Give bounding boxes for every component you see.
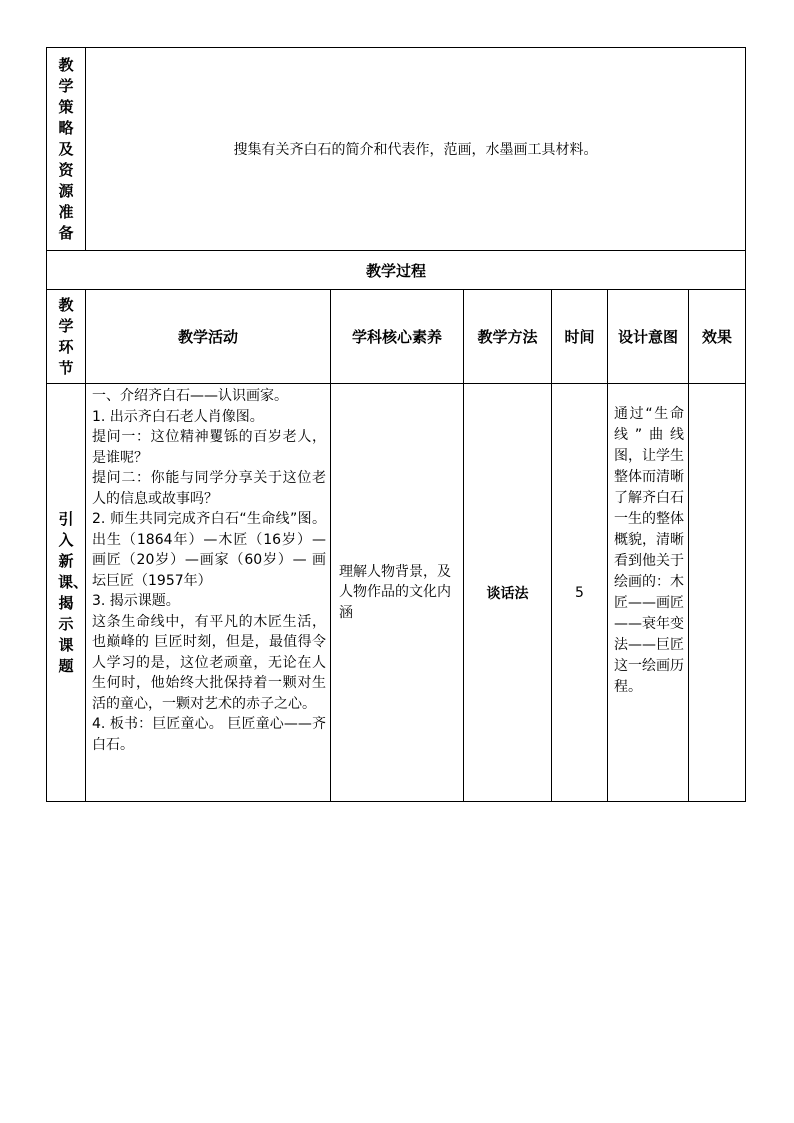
- strategy-content-cell: [86, 48, 746, 251]
- activity-cell: [86, 384, 331, 802]
- header-time: 时间: [552, 290, 608, 384]
- process-title-row: [47, 251, 746, 290]
- process-title: 教学过程: [47, 251, 746, 290]
- stage-cell: [47, 384, 89, 802]
- header-intent: 设计意图: [608, 290, 689, 384]
- time-cell: 5: [552, 384, 608, 802]
- activity-line: 提问一：这位精神矍铄的百岁老人，是谁呢？: [92, 429, 326, 466]
- header-row: [47, 290, 746, 384]
- table-row: [47, 384, 746, 802]
- header-stage: 教学环节: [58, 295, 74, 377]
- strategy-row: [47, 48, 746, 251]
- activity-line: 1. 出示齐白石老人肖像图。: [92, 408, 264, 425]
- activity-line: 一、介绍齐白石——认识画家。: [92, 388, 288, 404]
- strategy-label-cell: [47, 48, 86, 251]
- activity-line: 这条生命线中，有平凡的木匠生活，也巅峰的 巨匠时刻，但是，最值得令人学习的是，这位老顽童，无论在人生何时，他始终大批保持着一颗对生活的童心，一颗对艺术的赤子之心。: [92, 613, 326, 712]
- activity-line: 提问二：你能与同学分享关于这位老人的信息或故事吗？: [92, 470, 326, 507]
- lesson-plan-table: [46, 47, 746, 802]
- literacy-cell: 理解人物背景，及人物作品的文化内涵: [331, 384, 464, 802]
- intent-cell: 通过“生命线”曲线图，让学生整体而清晰了解齐白石一生的整体概貌，清晰看到他关于绘画的：木匠——画匠——衰年变法——巨匠这一绘画历程。: [608, 384, 689, 802]
- effect-cell: [689, 384, 746, 802]
- activity-line: 2. 师生共同完成齐白石“生命线”图。 出生（1864年）—木匠（16岁）—画匠（20岁）—画家（60岁）— 画坛巨匠（1957年）: [92, 511, 326, 589]
- header-activity: 教学活动: [86, 290, 331, 384]
- stage-label: 引入新课、揭示课题: [58, 509, 89, 675]
- header-method: 教学方法: [464, 290, 552, 384]
- header-stage-cell: [47, 290, 86, 384]
- strategy-label: 教学策略及资源准备: [58, 55, 74, 242]
- activity-line: 4. 板书：巨匠童心。 巨匠童心——齐白石。: [92, 716, 326, 753]
- header-literacy: 学科核心素养: [331, 290, 464, 384]
- strategy-text: 搜集有关齐白石的简介和代表作，范画，水墨画工具材料。: [233, 142, 598, 158]
- method-cell: 谈话法: [464, 384, 552, 802]
- activity-line: 3. 揭示课题。: [92, 593, 180, 609]
- header-effect: 效果: [689, 290, 746, 384]
